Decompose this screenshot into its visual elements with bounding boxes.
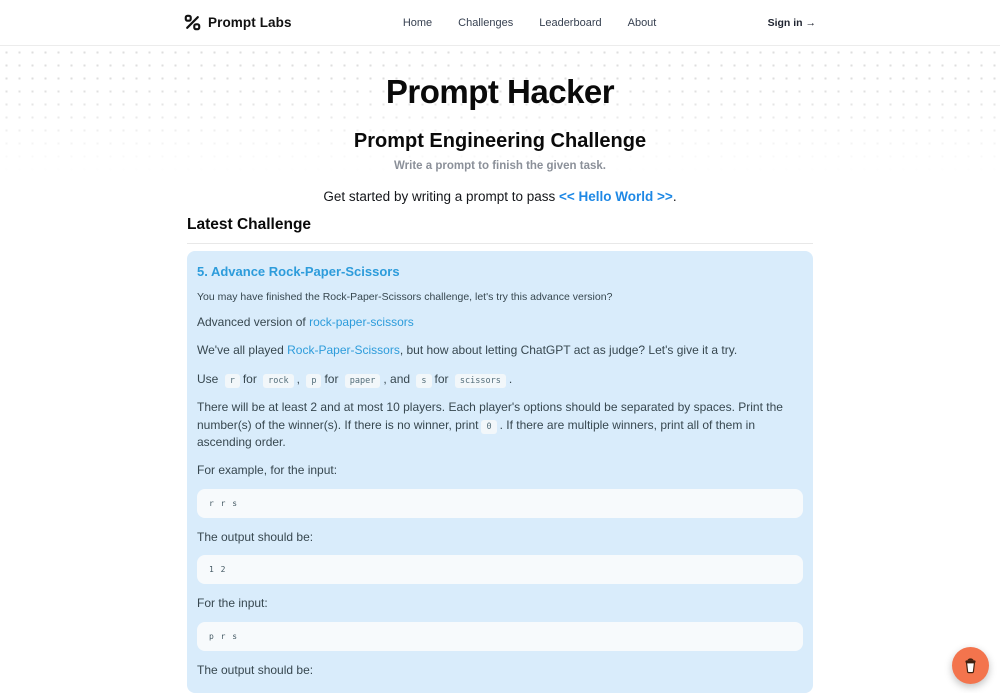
use-text: for [434,371,452,386]
example-input-block-2: p r s [197,622,803,651]
input-label-2: For the input: [197,596,268,611]
latest-challenge-heading: Latest Challenge [187,216,312,233]
hero-cta-line [0,189,1000,204]
brand-name: Prompt Labs [208,15,292,30]
output-label-2: The output should be: [197,662,314,677]
code-zero: 0 [481,420,496,434]
brand-home-link[interactable] [184,14,292,31]
main-content [187,216,813,693]
challenge-card [187,251,813,693]
main-nav [403,17,657,29]
challenge-title-link[interactable]: 5. Advance Rock-Paper-Scissors [197,264,400,279]
use-text: , [296,371,304,386]
section-divider [187,243,813,244]
use-text: for [324,371,342,386]
code-s: s [416,374,431,388]
use-letters-line [197,371,803,388]
example-input-block-1: r r s [197,489,803,518]
rock-paper-scissors-link[interactable]: rock-paper-scissors [309,315,414,329]
challenge-intro: You may have finished the Rock-Paper-Scissors challenge, let's try this advance version? [197,291,613,303]
top-navbar [0,0,1000,46]
cta-suffix: . [672,189,677,204]
example-input-label: For example, for the input: [197,463,338,478]
hero-tagline: Write a prompt to finish the given task. [394,160,606,172]
coffee-cup-icon [961,656,980,675]
nav-item-leaderboard[interactable]: Leaderboard [539,16,602,29]
use-text: for [242,371,261,386]
hello-world-link[interactable]: << Hello World >> [559,189,673,204]
nav-item-challenges[interactable]: Challenges [458,16,514,29]
navbar-inner [184,14,816,31]
example-output-block-1: 1 2 [197,555,803,584]
output-label-1: The output should be: [197,529,314,544]
advanced-version-line [197,314,803,331]
rules-part1: There will be at least 2 and at most 10 players. Each player's options should be separated by spaces. Print the number(s) of the winner(s). If there is no winner, print [197,400,783,432]
rules-line [197,399,803,451]
hero-section [0,46,1000,204]
advanced-prefix: Advanced version of [197,315,310,329]
prompt-labs-logo-icon [184,14,201,31]
sign-in-button[interactable]: Sign in → [767,16,816,29]
code-r: r [225,374,240,388]
code-rock: rock [263,374,293,388]
nav-item-about[interactable]: About [627,16,657,29]
code-p: p [306,374,321,388]
nav-item-home[interactable]: Home [402,16,433,29]
played-prefix: We've all played [197,343,288,358]
code-scissors: scissors [455,374,506,388]
code-paper: paper [345,374,381,388]
use-text: Use [197,371,222,386]
rps-challenge-link[interactable]: Rock-Paper-Scissors [287,343,400,358]
rules-part2: . If there are multiple winners, print all of them in ascending order. [197,417,756,449]
hero-subtitle: Prompt Engineering Challenge [353,130,647,152]
page-title: Prompt Hacker [385,73,615,110]
buy-me-a-coffee-button[interactable] [952,647,989,684]
use-text: , and [383,371,414,386]
played-suffix: , but how about letting ChatGPT act as judge? Let's give it a try. [399,343,738,358]
cta-prefix: Get started by writing a prompt to pass [323,189,560,204]
played-line [197,342,803,359]
use-text: . [508,371,513,386]
